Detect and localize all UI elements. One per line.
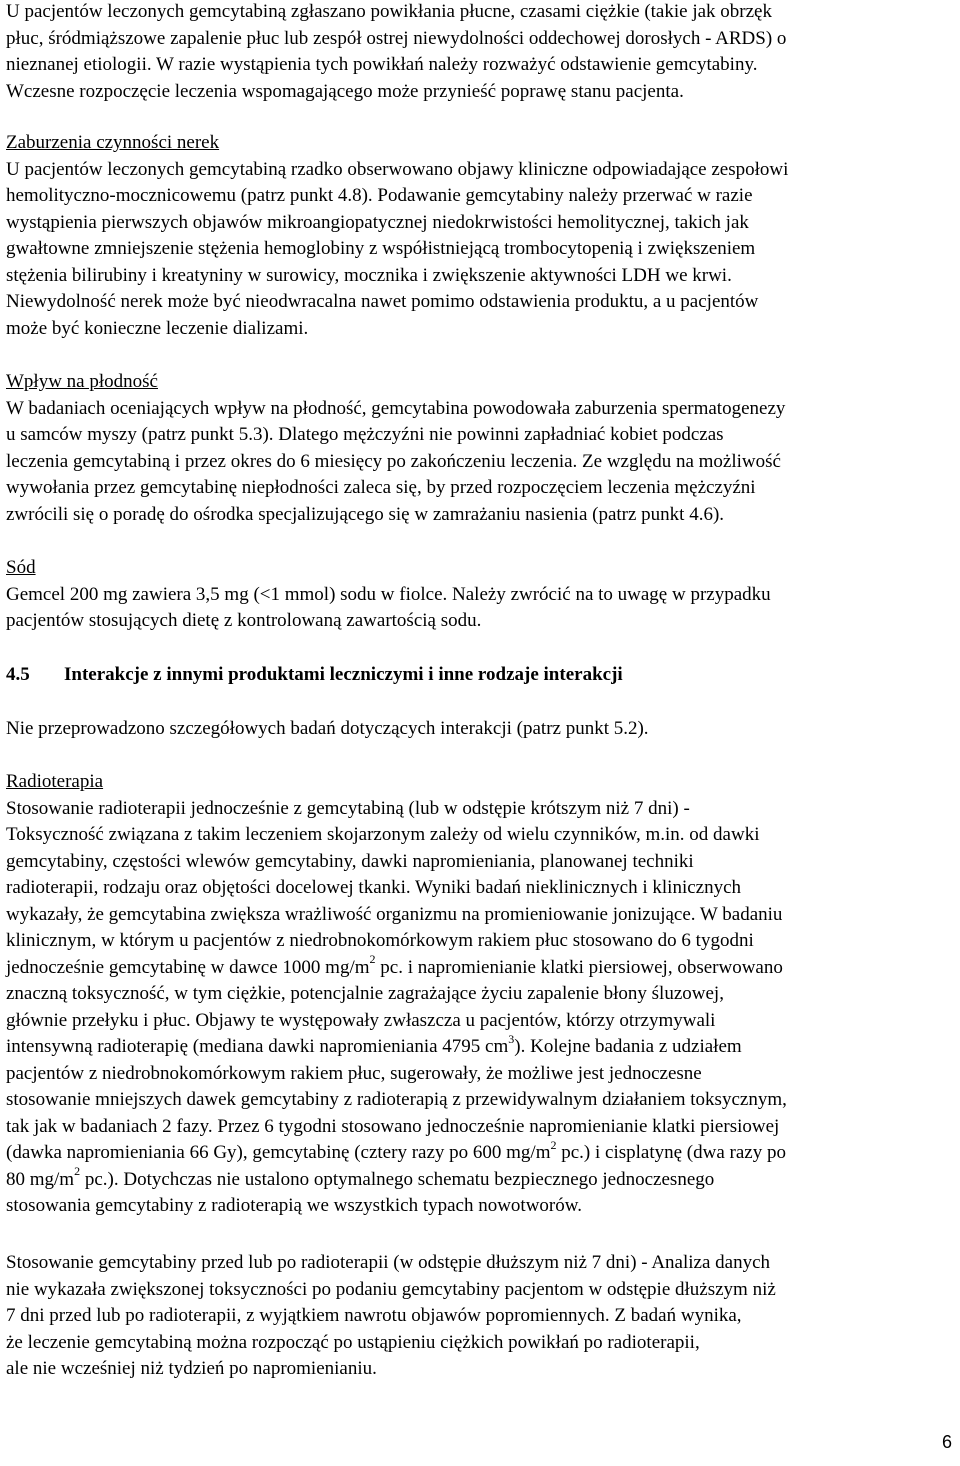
fertility-heading: Wpływ na płodność [6,371,158,392]
fertility-section [6,369,785,528]
section-number: 4.5 [6,664,30,685]
text-run: ). Kolejne badania z udziałem [514,1036,742,1057]
text-line: stężenia bilirubiny i kreatyniny w surowicy, mocznika i zwiększenie aktywności LDH we krwi. [6,264,732,286]
text-line: znaczną toksyczność, w tym ciężkie, potencjalnie zagrażające życiu zapalenie błony śluzowej, [6,983,724,1004]
text-line: u samców myszy (patrz punkt 5.3). Dlatego mężczyźni nie powinni zapładniać kobiet podczas [6,424,724,445]
superscript: 3 [508,1031,515,1046]
renal-section [6,130,788,342]
text-line: U pacjentów leczonych gemcytabiną rzadko obserwowano objawy kliniczne odpowiadające zespołowi [6,158,789,180]
text-line: Wczesne rozpoczęcie leczenia wspomagającego może przynieść poprawę stanu pacjenta. [6,80,684,102]
text-run: pc.). Dotychczas nie ustalono optymalnego schematu bezpiecznego jednoczesnego [80,1168,715,1190]
text-line: stosowanie mniejszych dawek gemcytabiny z radioterapią z przewidywalnym działaniem toksycznym, [6,1089,787,1110]
text-run: 80 mg/m [6,1168,75,1190]
text-line: tak jak w badaniach 2 fazy. Przez 6 tygodni stosowano jednocześnie napromienianie klatki piersiowej [6,1115,780,1137]
text-line [6,1031,787,1061]
before-after-radiotherapy-paragraph [6,1250,776,1383]
radiotherapy-section [6,769,787,1220]
text-run: pc. i napromienianie klatki piersiowej, obserwowano [375,956,783,978]
text-line: hemolityczno-mocznicowemu (patrz punkt 4.8). Podawanie gemcytabiny należy przerwać w razie [6,185,753,206]
text-line: Gemcel 200 mg zawiera 3,5 mg (<1 mmol) sodu w fiolce. Należy zwrócić na to uwagę w przypadku [6,583,771,605]
text-line: zwrócili się o poradę do ośrodka specjalizującego się w zamrażaniu nasienia (patrz punkt 4.6). [6,503,725,525]
text-line [6,1164,787,1194]
text-line: Stosowanie radioterapii jednocześnie z gemcytabiną (lub w odstępie krótszym niż 7 dni) - [6,797,690,819]
section-4-5-intro [6,716,649,743]
text-line: W badaniach oceniających wpływ na płodność, gemcytabina powodowała zaburzenia spermatogenezy [6,397,786,419]
section-title: Interakcje z innymi produktami leczniczymi i inne rodzaje interakcji [64,664,623,685]
text-line: wywołania przez gemcytabinę niepłodności zaleca się, by przed rozpoczęciem leczenia mężczyźni [6,477,756,498]
text-line: 7 dni przed lub po radioterapii, z wyjątkiem nawrotu objawów popromiennych. Z badań wynika, [6,1305,742,1326]
text-line: wykazały, że gemcytabina zwiększa wrażliwość organizmu na promieniowanie jonizujące. W badaniu [6,903,783,925]
text-line: Stosowanie gemcytabiny przed lub po radioterapii (w odstępie dłuższym niż 7 dni) - Analiza danych [6,1252,771,1273]
text-line [6,1137,787,1167]
renal-heading: Zaburzenia czynności nerek [6,132,220,153]
text-line [6,952,787,982]
radiotherapy-heading: Radioterapia [6,771,104,792]
text-line: radioterapii, rodzaju oraz objętości docelowej tkanki. Wyniki badań nieklinicznych i klinicznych [6,877,742,898]
text-line: Niewydolność nerek może być nieodwracalna nawet pomimo odstawienia produktu, a u pacjentów [6,291,759,312]
sodium-section [6,555,771,635]
text-line: wystąpienia pierwszych objawów mikroangiopatycznej niedokrwistości hemolitycznej, takich jak [6,211,749,233]
text-line: ale nie wcześniej niż tydzień po napromienianiu. [6,1358,377,1379]
pulmonary-paragraph [6,0,786,105]
superscript: 2 [369,952,376,967]
text-line: może być konieczne leczenie dializami. [6,317,309,339]
text-line: pacjentów stosujących dietę z kontrolowaną zawartością sodu. [6,610,482,631]
text-line: gemcytabiny, częstości wlewów gemcytabiny, dawki napromieniania, planowanej techniki [6,850,694,872]
text-line: gwałtowne zmniejszenie stężenia hemoglobiny z współistniejącą trombocytopenią i zwiększeniem [6,238,756,259]
page-number: 6 [941,1432,952,1452]
text-line: płuc, śródmiąższowe zapalenie płuc lub zespół ostrej niewydolności oddechowej dorosłych - ARDS) o [6,27,787,49]
text-line: nie wykazała zwiększonej toksyczności po podaniu gemcytabiny pacjentom w odstępie dłuższym niż [6,1278,776,1300]
text-line: stosowania gemcytabiny z radioterapią we wszystkich typach nowotworów. [6,1195,582,1216]
text-run: jednocześnie gemcytabinę w dawce 1000 mg/m [6,956,370,978]
text-line: Nie przeprowadzono szczegółowych badań dotyczących interakcji (patrz punkt 5.2). [6,718,649,739]
section-4-5-heading [6,662,623,689]
text-run: pc.) i cisplatynę (dwa razy po [556,1142,786,1163]
text-line: pacjentów z niedrobnokomórkowym rakiem płuc, sugerowały, że możliwe jest jednoczesne [6,1062,702,1084]
superscript: 2 [74,1164,81,1179]
text-line: klinicznym, w którym u pacjentów z niedrobnokomórkowym rakiem płuc stosowano do 6 tygodni [6,930,754,951]
text-line: głównie przełyku i płuc. Objawy te występowały zwłaszcza u pacjentów, którzy otrzymywali [6,1009,716,1031]
text-line: że leczenie gemcytabiną można rozpocząć po ustąpieniu ciężkich powikłań po radioterapii, [6,1331,700,1353]
text-run: (dawka napromieniania 66 Gy), gemcytabinę (cztery razy po 600 mg/m [6,1142,551,1163]
text-line: leczenia gemcytabiną i przez okres do 6 miesięcy po zakończeniu leczenia. Ze względu na możliwość [6,450,781,472]
sodium-heading: Sód [6,557,36,578]
text-line: U pacjentów leczonych gemcytabiną zgłaszano powikłania płucne, czasami ciężkie (takie jak obrzęk [6,1,772,22]
superscript: 2 [550,1137,557,1152]
text-line: nieznanej etiologii. W razie wystąpienia tych powikłań należy rozważyć odstawienie gemcytabiny. [6,54,758,75]
text-run: intensywną radioterapię (mediana dawki napromieniania 4795 cm [6,1036,509,1057]
text-line: Toksyczność związana z takim leczeniem skojarzonym zależy od wielu czynników, m.in. od dawki [6,824,760,845]
